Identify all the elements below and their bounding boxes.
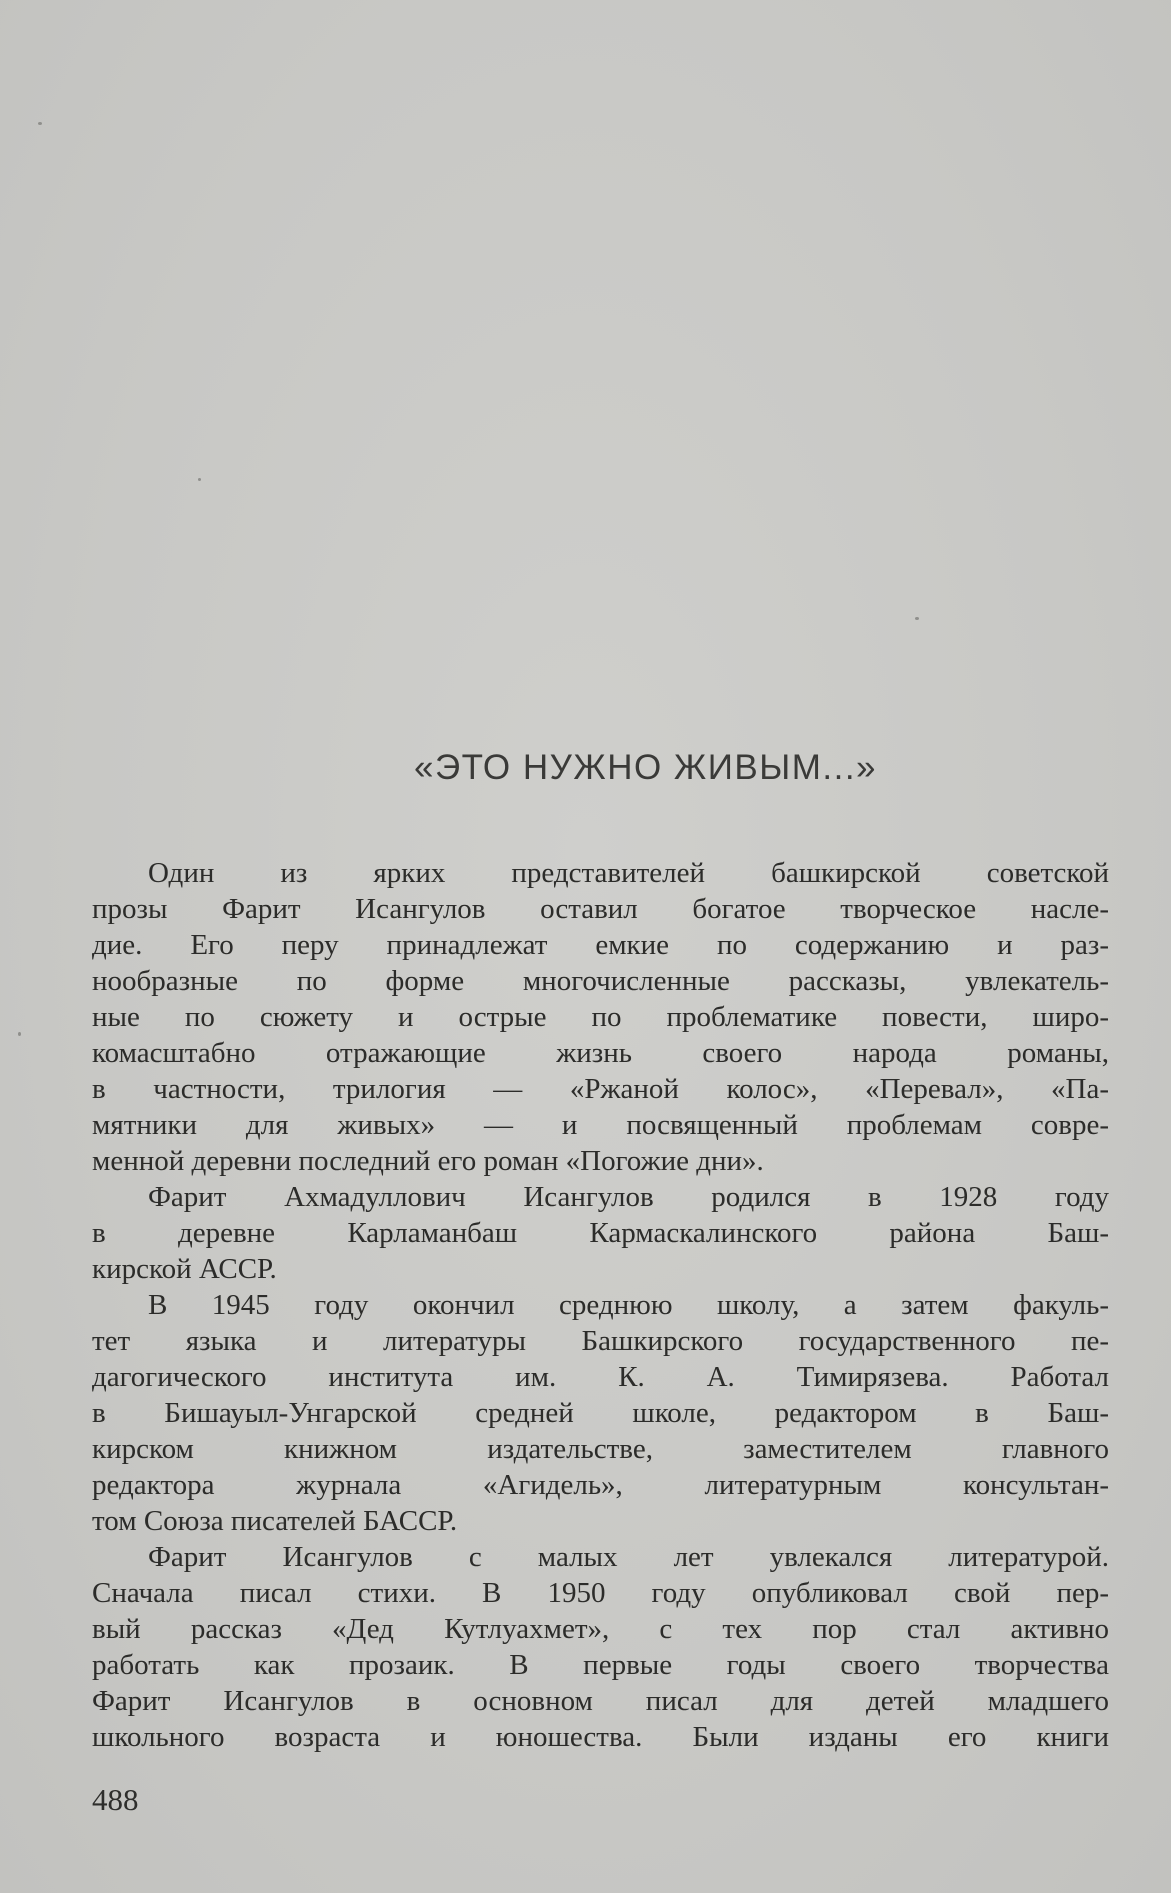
text-line: кирском книжном издательстве, заместителем главного (92, 1433, 1109, 1465)
text-line: мятники для живых» — и посвященный проблемам совре- (92, 1109, 1109, 1141)
text-line: в Бишауыл-Унгарской средней школе, редактором в Баш- (92, 1397, 1109, 1429)
body-text (92, 855, 1109, 1755)
text-line: работать как прозаик. В первые годы своего творчества (92, 1649, 1109, 1681)
chapter-title: «ЭТО НУЖНО ЖИВЫМ...» (413, 748, 878, 787)
text-line: Фарит Исангулов в основном писал для детей младшего (92, 1685, 1109, 1717)
text-line: кирской АССР. (92, 1253, 277, 1285)
text-line: дие. Его перу принадлежат емкие по содержанию и раз- (92, 929, 1109, 961)
text-line: Фарит Ахмадуллович Исангулов родился в 1928 году (148, 1181, 1109, 1213)
text-line: школьного возраста и юношества. Были изданы его книги (92, 1721, 1109, 1753)
paper-speck (18, 1032, 21, 1036)
text-line: Один из ярких представителей башкирской советской (148, 857, 1109, 889)
paper-speck (38, 122, 42, 125)
text-line: комасштабно отражающие жизнь своего народа романы, (92, 1037, 1109, 1069)
text-line: том Союза писателей БАССР. (92, 1505, 458, 1537)
text-line: тет языка и литературы Башкирского государственного пе- (92, 1325, 1109, 1357)
text-line: в деревне Карламанбаш Кармаскалинского района Баш- (92, 1217, 1109, 1249)
text-line: В 1945 году окончил среднюю школу, а затем факуль- (148, 1289, 1109, 1321)
page-number: 488 (92, 1782, 139, 1817)
text-line: менной деревни последний его роман «Погожие дни». (92, 1145, 764, 1177)
text-line: Фарит Исангулов с малых лет увлекался литературой. (148, 1541, 1109, 1573)
text-line: редактора журнала «Агидель», литературным консультан- (92, 1469, 1109, 1501)
paper-speck (198, 478, 201, 481)
text-line: вый рассказ «Дед Кутлуахмет», с тех пор стал активно (92, 1613, 1109, 1645)
text-line: прозы Фарит Исангулов оставил богатое творческое насле- (92, 893, 1109, 925)
text-line: ные по сюжету и острые по проблематике повести, широ- (92, 1001, 1109, 1033)
text-line: в частности, трилогия — «Ржаной колос», «Перевал», «Па- (92, 1073, 1109, 1105)
text-line: нообразные по форме многочисленные рассказы, увлекатель- (92, 965, 1109, 997)
paper-speck (915, 617, 919, 620)
text-line: Сначала писал стихи. В 1950 году опубликовал свой пер- (92, 1577, 1109, 1609)
text-line: дагогического института им. К. А. Тимирязева. Работал (92, 1361, 1109, 1393)
